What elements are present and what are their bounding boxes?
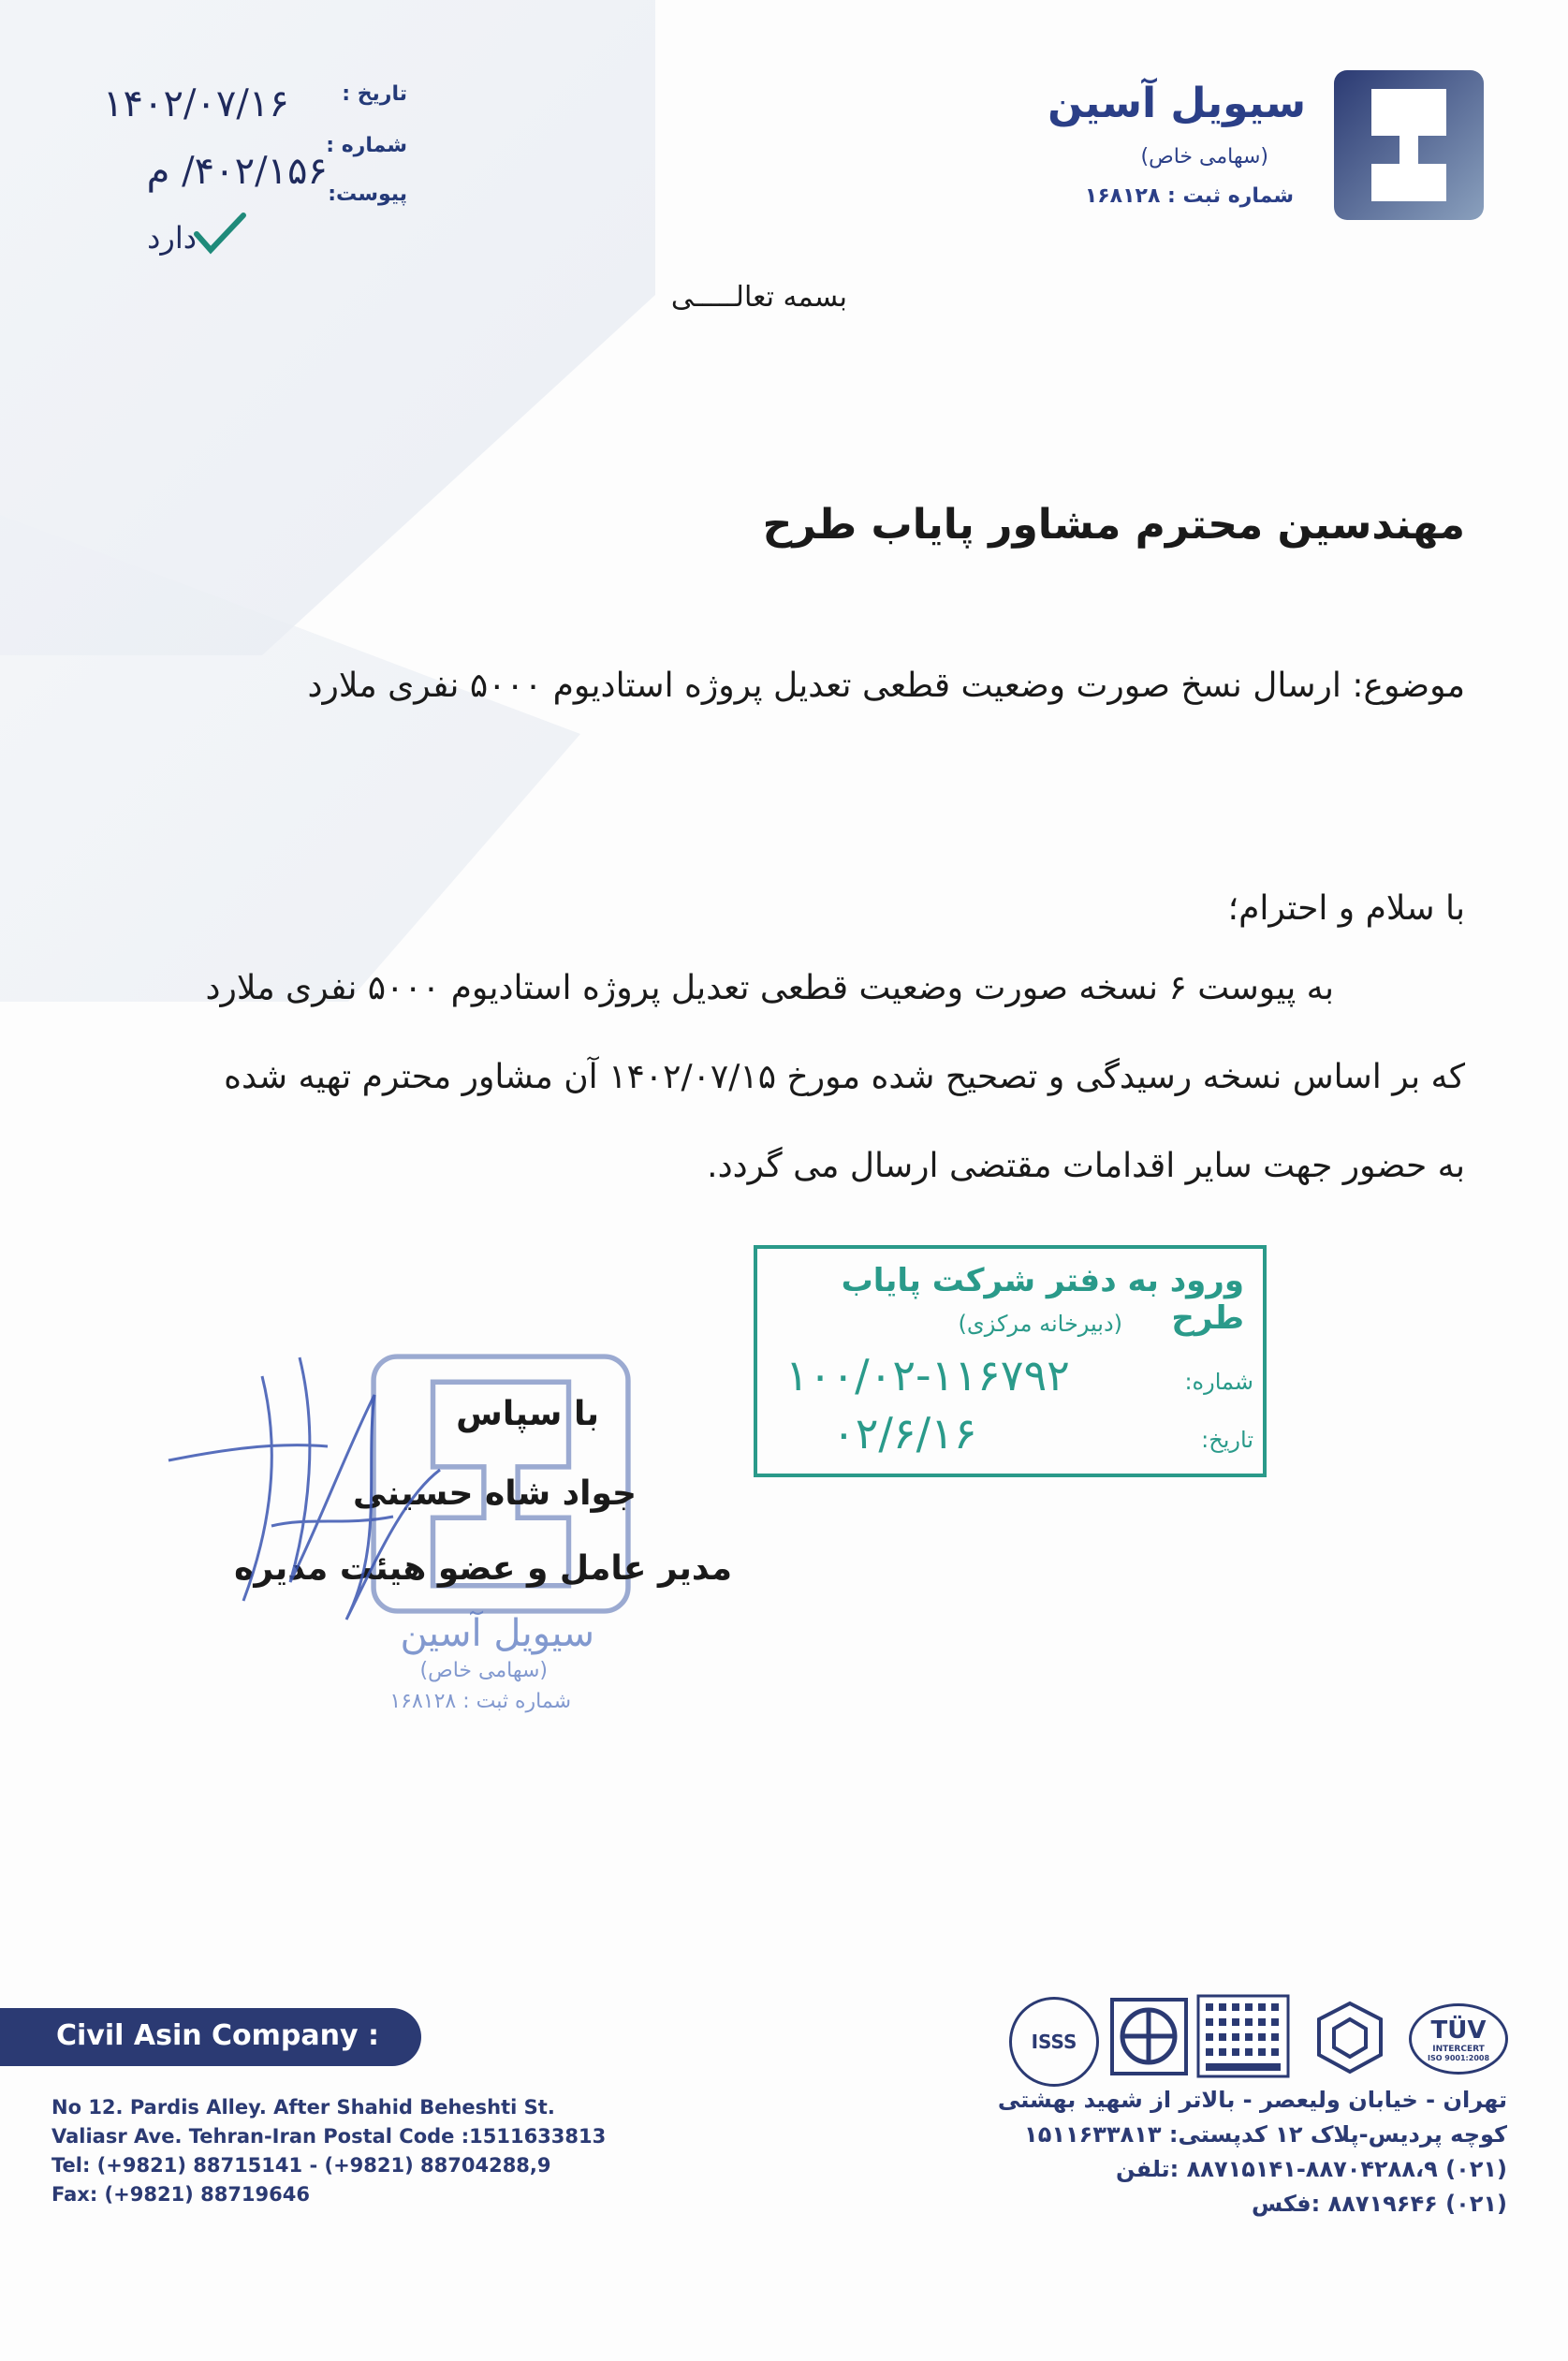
company-logo xyxy=(1334,70,1484,220)
company-registration: شماره ثبت : ۱۶۸۱۲۸ xyxy=(1084,184,1294,208)
checkmark-icon xyxy=(192,211,248,257)
footer-address-fa-2: کوچه پردیس-پلاک ۱۲ کدپستی: ۱۵۱۱۶۳۳۸۱۳ xyxy=(1024,2121,1507,2148)
number-label: شماره : xyxy=(326,134,407,157)
company-stamp-type: (سهامی خاص) xyxy=(419,1659,548,1682)
handwritten-signature xyxy=(159,1339,468,1666)
footer-address-fa-1: تهران - خیابان ولیعصر - بالاتر از شهید بهشتی xyxy=(997,2087,1507,2113)
stamp-date-value: ۰۲/۶/۱۶ xyxy=(832,1408,977,1459)
cert-tuv xyxy=(1409,2003,1508,2075)
signer-position: مدیر عامل و عضو هیئت مدیره xyxy=(234,1549,732,1588)
footer-fax-en: Fax: (+9821) 88719646 xyxy=(51,2183,310,2206)
date-value: ۱۴۰۲/۰۷/۱۶ xyxy=(103,82,289,125)
cert-intercert-label: INTERCERT xyxy=(1432,2044,1485,2054)
number-value: ۴۰۲/۱۵۶/ م xyxy=(146,150,328,193)
date-label: تاریخ : xyxy=(342,82,407,106)
footer-tel-fa: (۰۲۱) ۸۸۷۱۵۱۴۱-۸۸۷۰۴۲۸۸،۹ :تلفن xyxy=(1116,2156,1507,2182)
greeting: با سلام و احترام؛ xyxy=(1227,889,1465,928)
cert-circle-logo-icon xyxy=(1109,1997,1189,2076)
body-line-2: که بر اساس نسخه رسیدگی و تصحیح شده مورخ ۱۴۰۲/۰۷/۱۵ آن مشاور محترم تهیه شده xyxy=(224,1058,1465,1096)
footer-address-en-1: No 12. Pardis Alley. After Shahid Beheshti St. xyxy=(51,2096,555,2119)
cert-tuv-label: TÜV xyxy=(1430,2016,1487,2045)
footer-tel-en: Tel: (+9821) 88715141 - (+9821) 88704288,9 xyxy=(51,2154,551,2177)
cert-isss xyxy=(1009,1997,1099,2087)
cert-building-icon xyxy=(1196,1994,1290,2078)
cert-isss-label: ISSS xyxy=(1031,2031,1077,2053)
stamp-number-value: ۱۰۰/۰۲-۱۱۶۷۹۲ xyxy=(785,1350,1070,1400)
body-line-3: به حضور جهت سایر اقدامات مقتضی ارسال می گردد. xyxy=(707,1147,1465,1185)
attachment-label: پیوست: xyxy=(328,183,407,206)
company-type: (سهامی خاص) xyxy=(1140,145,1268,169)
company-stamp-reg: شماره ثبت : ۱۶۸۱۲۸ xyxy=(389,1690,571,1713)
signer-name: جواد شاه حسینی xyxy=(353,1474,637,1513)
cert-iso-label: ISO 9001:2008 xyxy=(1427,2053,1490,2062)
stamp-subtitle: (دبیرخانه مرکزی) xyxy=(958,1311,1122,1337)
receipt-stamp xyxy=(754,1245,1267,1477)
company-name: سیویل آسین xyxy=(1048,80,1306,127)
stamp-title: ورود به دفتر شرکت پایاب طرح xyxy=(841,1262,1244,1337)
basmala: بسمه تعالـــــی xyxy=(670,281,847,314)
footer-company-bar xyxy=(0,2008,421,2066)
closing: با سپاس xyxy=(456,1395,599,1433)
footer-address-en-2: Valiasr Ave. Tehran-Iran Postal Code :1511633813 xyxy=(51,2125,607,2148)
footer-fax-fa: (۰۲۱) ۸۸۷۱۹۶۴۶ :فکس xyxy=(1252,2191,1507,2217)
attachment-value: دارد xyxy=(147,220,197,256)
body-line-1: به پیوست ۶ نسخه صورت وضعیت قطعی تعدیل پروژه استادیوم ۵۰۰۰ نفری ملارد xyxy=(205,969,1334,1007)
recipient: مهندسین محترم مشاور پایاب طرح xyxy=(762,501,1465,549)
footer-company-name: Civil Asin Company : xyxy=(56,2019,379,2052)
stamp-number-label: شماره: xyxy=(1184,1369,1253,1395)
company-stamp-name: سیویل آسین xyxy=(400,1612,594,1655)
subject-line: موضوع: ارسال نسخ صورت وضعیت قطعی تعدیل پروژه استادیوم ۵۰۰۰ نفری ملارد xyxy=(307,667,1465,705)
cert-hexagon-icon xyxy=(1306,1999,1395,2078)
stamp-date-label: تاریخ: xyxy=(1201,1427,1253,1453)
